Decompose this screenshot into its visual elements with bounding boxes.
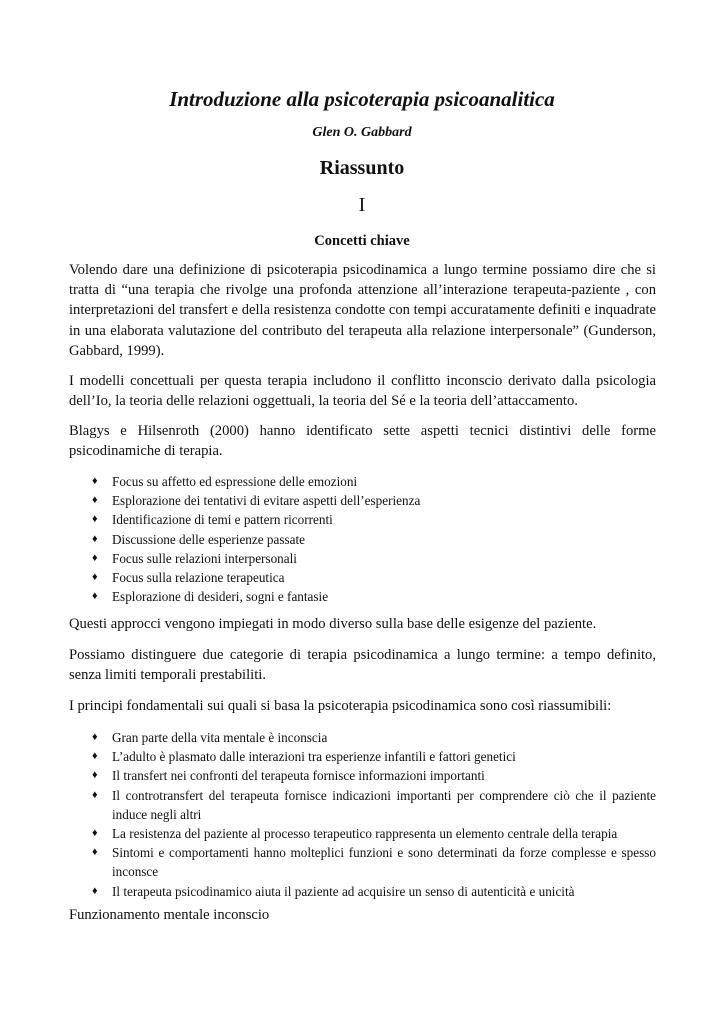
- chapter-number: I: [358, 194, 366, 216]
- list-item: ♦ Il terapeuta psicodinamico aiuta il paziente ad acquisire un senso di autenticità e unicità: [92, 882, 656, 901]
- list-item: ♦ Focus sulle relazioni interpersonali: [92, 549, 656, 568]
- paragraph-subheading-unconscious: Funzionamento mentale inconscio: [69, 907, 270, 923]
- diamond-bullet-icon: ♦: [92, 827, 98, 840]
- paragraph-approaches: Questi approcci vengono impiegati in modo diverso sulla base delle esigenze del paziente.: [69, 616, 597, 632]
- list-item: ♦ La resistenza del paziente al processo terapeutico rappresenta un elemento centrale della terapia: [92, 824, 656, 843]
- diamond-bullet-icon: ♦: [92, 513, 98, 526]
- list-item: ♦ Discussione delle esperienze passate: [92, 530, 656, 549]
- document-heading: Riassunto: [319, 157, 405, 179]
- diamond-bullet-icon: ♦: [92, 475, 98, 487]
- diamond-bullet-icon: ♦: [92, 769, 98, 782]
- diamond-bullet-icon: ♦: [92, 571, 98, 584]
- diamond-bullet-icon: ♦: [92, 532, 98, 545]
- list-item: ♦ Focus su affetto ed espressione delle emozioni: [92, 472, 656, 491]
- diamond-bullet-icon: ♦: [92, 884, 98, 897]
- document-title: Introduzione alla psicoterapia psicoanalitica: [169, 87, 555, 111]
- list-item: ♦ Esplorazione dei tentativi di evitare aspetti dell’esperienza: [92, 491, 656, 510]
- list-item: ♦ L’adulto è plasmato dalle interazioni tra esperienze infantili e fattori genetici: [92, 747, 656, 766]
- paragraph-blagys: Blagys e Hilsenroth (2000) hanno identificato sette aspetti tecnici distintivi delle forme psicodinamiche di terapia.: [69, 423, 656, 460]
- diamond-bullet-icon: ♦: [92, 750, 98, 763]
- diamond-bullet-icon: ♦: [92, 731, 98, 743]
- paragraph-principles-intro: I principi fondamentali sui quali si basa la psicoterapia psicodinamica sono così riassumibili:: [69, 698, 612, 714]
- list-item: ♦ Esplorazione di desideri, sogni e fantasie: [92, 587, 656, 606]
- list-item: ♦ Sintomi e comportamenti hanno molteplici funzioni e sono determinati da forze complesse e spesso inconsce: [92, 845, 656, 880]
- principles-list: [92, 728, 656, 901]
- technical-aspects-list: [92, 472, 656, 606]
- diamond-bullet-icon: ♦: [92, 494, 98, 507]
- paragraph-categories: Possiamo distinguere due categorie di terapia psicodinamica a lungo termine: a tempo definito, senza limiti temporali prestabiliti.: [69, 647, 656, 684]
- diamond-bullet-icon: ♦: [92, 788, 98, 801]
- paragraph-models: I modelli concettuali per questa terapia includono il conflitto inconscio derivato dalla psicologia dell’Io, la teoria delle relazioni oggettuali, la teoria del Sé e la teoria dell’attaccamento.: [69, 373, 656, 410]
- paragraph-definition: Volendo dare una definizione di psicoterapia psicodinamica a lungo termine possiamo dire che si tratta di “una terapia che rivolge una profonda attenzione all’interazione terapeuta-paziente , con interpretazioni del transfert e della resistenza condotte con tempi accuratamente definiti e inquadrate in una elaborata valutazione del contributo del terapeuta alla relazione interpersonale” (Gunderson, Gabbard, 1999).: [69, 262, 656, 359]
- list-item: ♦ Gran parte della vita mentale è inconscia: [92, 728, 656, 747]
- diamond-bullet-icon: ♦: [92, 846, 98, 859]
- diamond-bullet-icon: ♦: [92, 590, 98, 603]
- list-item: ♦ Il transfert nei confronti del terapeuta fornisce informazioni importanti: [92, 766, 656, 785]
- diamond-bullet-icon: ♦: [92, 551, 98, 564]
- list-item: ♦ Focus sulla relazione terapeutica: [92, 568, 656, 587]
- document-author: Glen O. Gabbard: [312, 125, 412, 140]
- list-item: ♦ Il controtransfert del terapeuta fornisce indicazioni importanti per comprendere ciò che il paziente induce negli altri: [92, 787, 656, 822]
- list-item: ♦ Identificazione di temi e pattern ricorrenti: [92, 510, 656, 529]
- section-title: Concetti chiave: [314, 233, 410, 249]
